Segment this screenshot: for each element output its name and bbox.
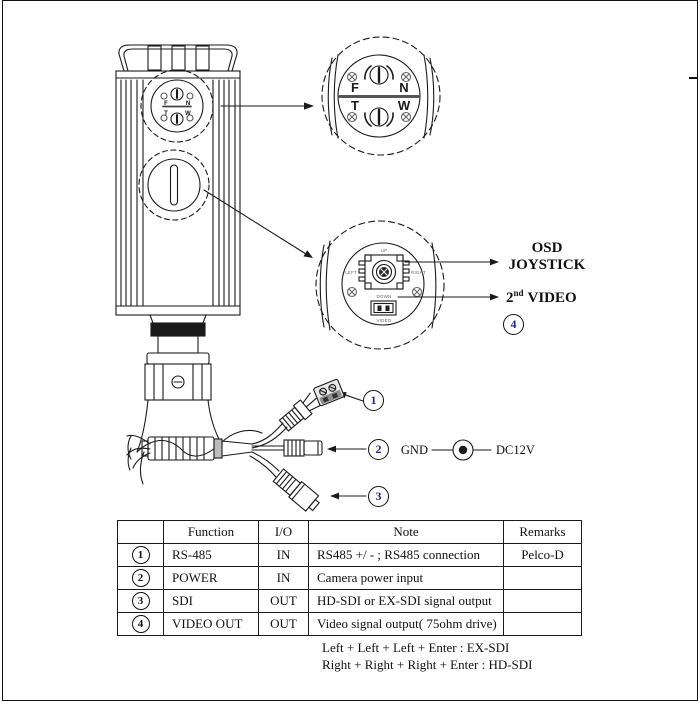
header-io: I/O (259, 521, 309, 544)
row-num-badge: 4 (132, 615, 150, 633)
cell-function: RS-485 (164, 544, 259, 567)
rs485-plug (278, 392, 322, 433)
callout-2: 2 (368, 439, 389, 460)
cell-io: IN (259, 544, 309, 567)
header-remarks: Remarks (504, 521, 582, 544)
table-row (118, 613, 582, 636)
camera-focus-panel (141, 70, 213, 142)
second-video-rest: VIDEO (527, 290, 577, 306)
sdi-mode-notes (322, 640, 533, 673)
cell-note: Camera power input (309, 567, 504, 590)
cell-function: SDI (164, 590, 259, 613)
detail-view-focus-zoom (322, 37, 440, 155)
joystick-label-down: DOWN (376, 294, 392, 299)
joystick-label-left: LEFT (345, 270, 357, 275)
cell-io: IN (259, 567, 309, 590)
cell-note: RS485 +/ - ; RS485 connection (309, 544, 504, 567)
row-num-badge: 1 (132, 546, 150, 564)
dc-polarity-symbol (432, 440, 491, 460)
joystick-label-right: RIGHT (411, 270, 426, 275)
joystick-label-up: UP (380, 248, 388, 253)
cell-note: HD-SDI or EX-SDI signal output (309, 590, 504, 613)
header-function: Function (164, 521, 259, 544)
table-row (118, 590, 582, 613)
cell-function: VIDEO OUT (164, 613, 259, 636)
header-note: Note (309, 521, 504, 544)
callout-1: 1 (363, 390, 384, 411)
cell-remarks (504, 590, 582, 613)
mini-label-w: W (185, 111, 191, 117)
sdi-note-hdsdi: Right + Right + Right + Enter : HD-SDI (322, 656, 533, 672)
dc-power-jack (284, 440, 322, 456)
osd-label-line2: JOYSTICK (508, 257, 586, 273)
cell-function: POWER (164, 567, 259, 590)
detail-view-joystick (316, 221, 444, 349)
camera-lower-cover (139, 150, 209, 220)
header-num (118, 521, 164, 544)
label-n-far: N (399, 80, 409, 95)
gnd-label: GND (400, 443, 428, 457)
second-video-sup: nd (513, 288, 524, 298)
mini-label-t: T (164, 111, 168, 117)
table-row (118, 567, 582, 590)
label-f-near: F (351, 80, 359, 95)
row-num-badge: 2 (132, 569, 150, 587)
second-video-base: 2 (506, 290, 514, 306)
cable-harness (127, 379, 535, 514)
dc12v-label: DC12V (496, 443, 535, 457)
cell-note: Video signal output( 75ohm drive) (309, 613, 504, 636)
cell-io: OUT (259, 590, 309, 613)
mini-label-n: N (185, 101, 191, 107)
cell-remarks (504, 613, 582, 636)
label-t-tele: T (351, 98, 359, 113)
mini-label-f: F (164, 101, 168, 107)
joystick-label-video: VIDEO (376, 318, 392, 323)
bnc-connector (272, 467, 322, 514)
connector-spec-table (117, 520, 582, 636)
leader-arrows (204, 102, 499, 499)
callout-4: 4 (503, 314, 524, 335)
osd-joystick-label (498, 240, 596, 274)
osd-label-line1: OSD (531, 240, 563, 256)
cell-remarks: Pelco-D (504, 544, 582, 567)
table-header-row (118, 521, 582, 544)
terminal-block (313, 379, 344, 406)
callout-3: 3 (368, 486, 389, 507)
sdi-note-exsdi: Left + Left + Left + Enter : EX-SDI (322, 640, 510, 655)
table-row (118, 544, 582, 567)
camera-illustration (116, 45, 262, 484)
cell-io: OUT (259, 613, 309, 636)
cell-remarks (504, 567, 582, 590)
label-w-wide: W (397, 98, 411, 113)
second-video-label (506, 288, 577, 307)
row-num-badge: 3 (132, 592, 150, 610)
